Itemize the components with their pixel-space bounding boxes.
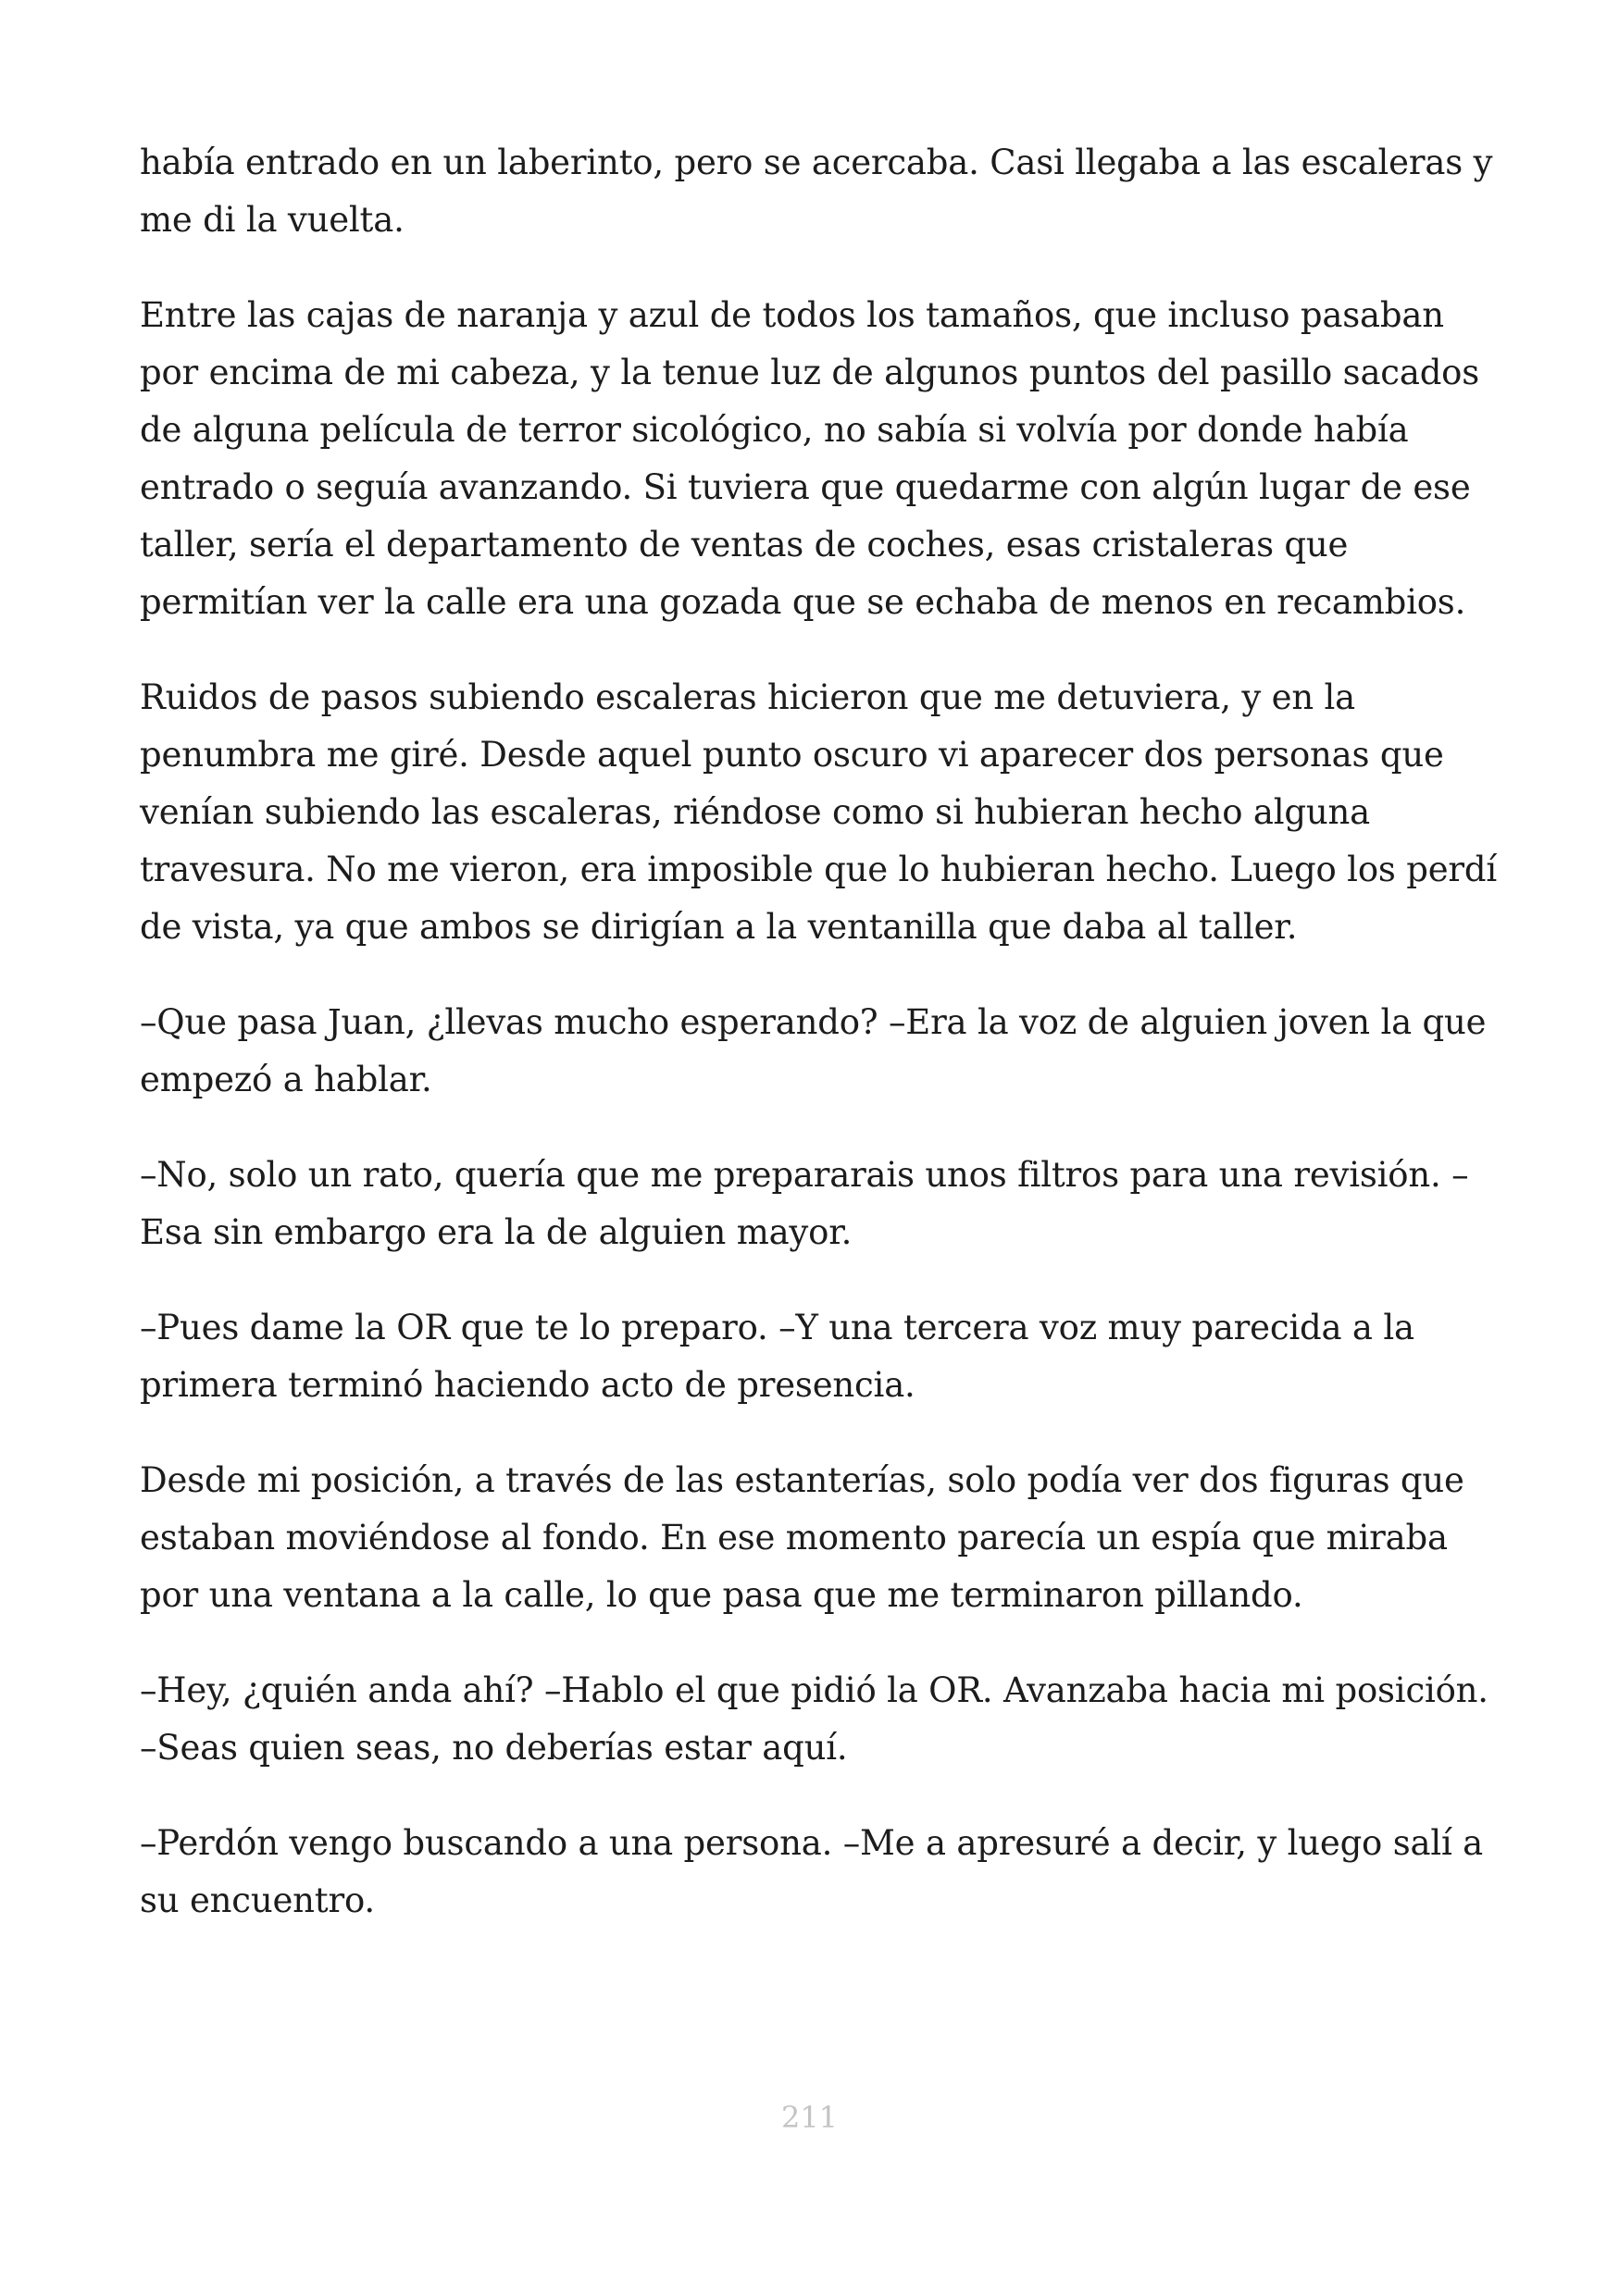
paragraph: Desde mi posición, a través de las estanterías, solo podía ver dos figuras que estaban moviéndose al fondo. En ese momento parecía un espía que miraba por una ventana a la calle, lo que pasa que me terminaron pillando.: [140, 1460, 1464, 1615]
dialogue-paragraph: –Que pasa Juan, ¿llevas mucho esperando? –Era la voz de alguien joven la que empezó a hablar.: [140, 1002, 1487, 1099]
dialogue-paragraph: –Hey, ¿quién anda ahí? –Hablo el que pidió la OR. Avanzaba hacia mi posición. –Seas quien seas, no deberías estar aquí.: [140, 1670, 1488, 1768]
dialogue-paragraph: –No, solo un rato, quería que me prepararais unos filtros para una revisión. –Esa sin embargo era la de alguien mayor.: [140, 1155, 1469, 1252]
dialogue-paragraph: –Pues dame la OR que te lo preparo. –Y una tercera voz muy parecida a la primera terminó haciendo acto de presencia.: [140, 1308, 1414, 1405]
paragraph: Entre las cajas de naranja y azul de todos los tamaños, que incluso pasaban por encima de mi cabeza, y la tenue luz de algunos puntos del pasillo sacados de alguna película de terror sicológico, no sabía si volvía por donde había entrado o seguía avanzando. Si tuviera que quedarme con algún lugar de ese taller, sería el departamento de ventas de coches, esas cristaleras que permitían ver la calle era una gozada que se echaba de menos en recambios.: [140, 295, 1480, 622]
page-number: 211: [780, 2100, 839, 2135]
paragraph: había entrado en un laberinto, pero se acercaba. Casi llegaba a las escaleras y me di la vuelta.: [140, 143, 1493, 240]
text-body: [140, 134, 1501, 1967]
dialogue-paragraph: –Perdón vengo buscando a una persona. –Me a apresuré a decir, y luego salí a su encuentro.: [140, 1823, 1484, 1920]
paragraph: Ruidos de pasos subiendo escaleras hicieron que me detuviera, y en la penumbra me giré. Desde aquel punto oscuro vi aparecer dos personas que venían subiendo las escaleras, riéndose como si hubieran hecho alguna travesura. No me vieron, era imposible que lo hubieran hecho. Luego los perdí de vista, ya que ambos se dirigían a la ventanilla que daba al taller.: [140, 677, 1498, 947]
